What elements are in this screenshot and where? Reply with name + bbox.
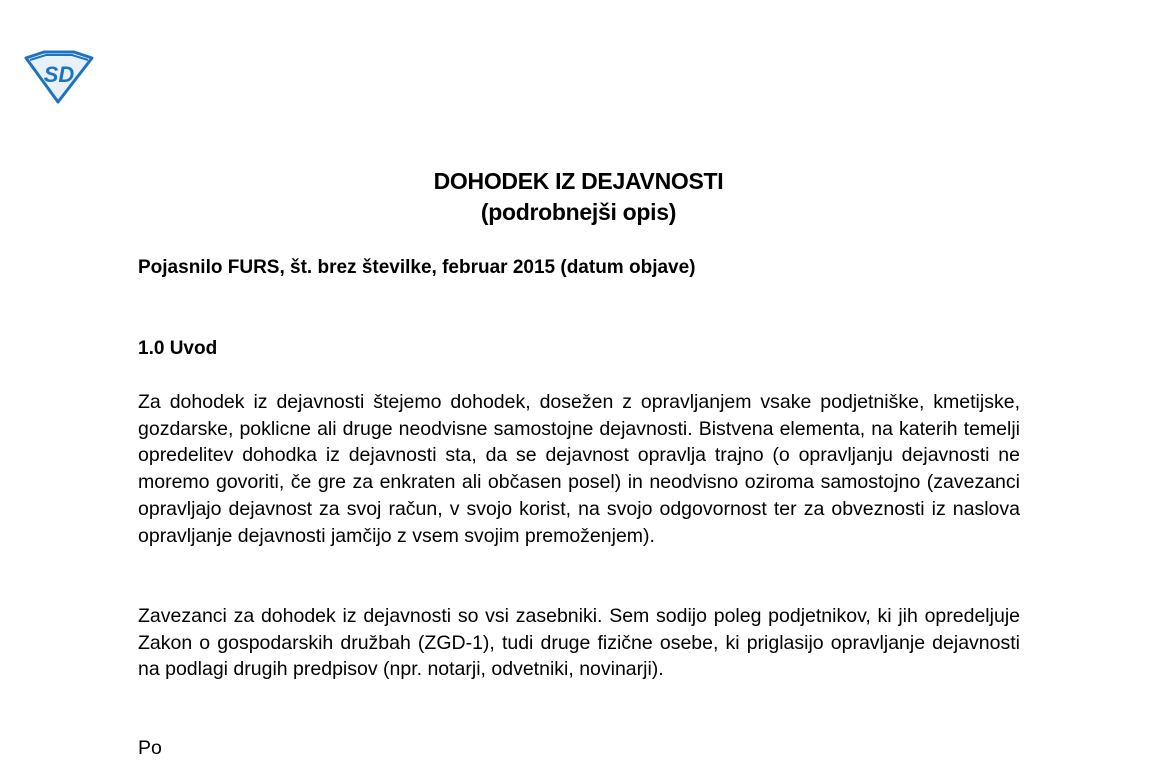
- document-title: DOHODEK IZ DEJAVNOSTI: [433, 168, 724, 194]
- svg-text:SD: SD: [43, 62, 75, 87]
- section-heading: 1.0 Uvod: [138, 338, 218, 359]
- paragraph: Za dohodek iz dejavnosti štejemo dohodek, dosežen z opravljanjem vsake podjetniške, kmetijske, gozdarske, poklicne ali druge neodvisne samostojne dejavnosti. Bistvena elementa, na katerih temelji opredelitev dohodka iz dejavnosti sta, da se dejavnost opravlja trajno (o opravljanju dejavnosti ne moremo govoriti, če gre za enkraten ali občasen posel) in neodvisno oziroma samostojno (zavezanci opravljajo dejavnost za svoj račun, v svojo korist, na svojo odgovornost ter za obveznosti iz naslova opravljanje dejavnosti jamčijo z vsem svojim premoženjem).: [138, 391, 1020, 547]
- reference-line: Pojasnilo FURS, št. brez številke, februar 2015 (datum objave): [138, 257, 696, 278]
- document-subtitle: (podrobnejši opis): [480, 199, 677, 225]
- paragraph: Zavezanci za dohodek iz dejavnosti so vsi zasebniki. Sem sodijo poleg podjetnikov, ki jih opredeljuje Zakon o gospodarskih družbah (ZGD-1), tudi druge fizične osebe, ki priglasijo opravljanje dejavnosti na podlagi drugih predpisov (npr. notarji, odvetniki, novinarji).: [138, 605, 1020, 681]
- paragraph: Po: [138, 737, 162, 759]
- logo-icon: [22, 50, 96, 104]
